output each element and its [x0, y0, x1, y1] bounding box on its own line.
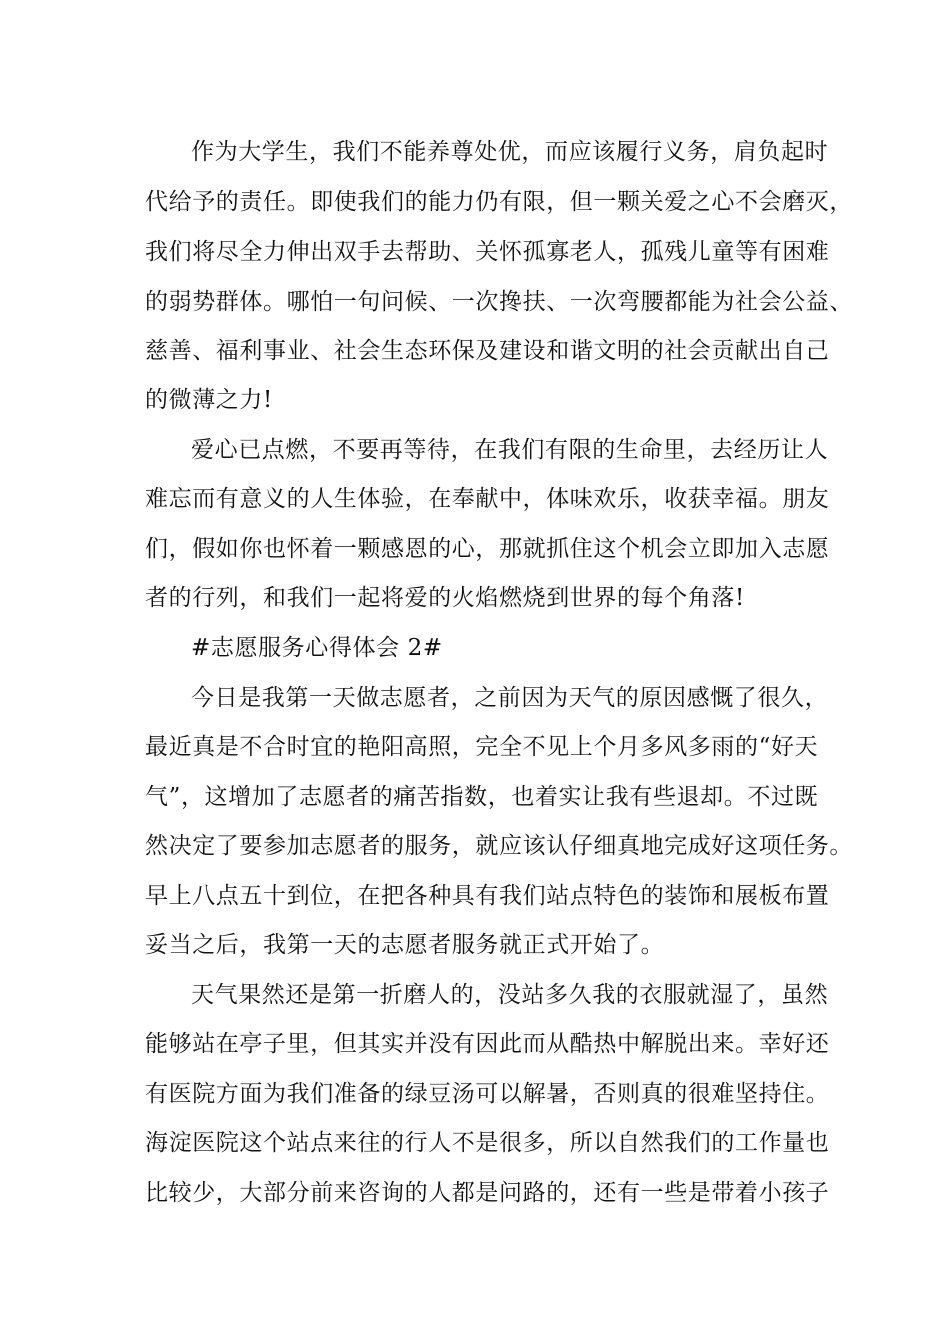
section-heading: #志愿服务心得体会 2#: [191, 635, 443, 661]
paragraph-4-line-5: 比较少，大部分前来咨询的人都是问路的，还有一些是带着小孩子: [145, 1180, 830, 1206]
paragraph-2-line-1: 爱心已点燃，不要再等待，在我们有限的生命里，去经历让人: [191, 437, 829, 463]
paragraph-4-line-3: 有医院方面为我们准备的绿豆汤可以解暑，否则真的很难坚持住。: [145, 1081, 830, 1107]
paragraph-3-line-2: 最近真是不合时宜的艳阳高照，完全不见上个月多风多雨的“好天: [145, 734, 819, 760]
paragraph-4-line-1: 天气果然还是第一折磨人的，没站多久我的衣服就湿了，虽然: [191, 982, 829, 1008]
paragraph-1-line-5: 慈善、福利事业、社会生态环保及建设和谐文明的社会贡献出自己: [145, 338, 830, 364]
paragraph-1-line-4: 的弱势群体。哪怕一句问候、一次搀扶、一次弯腰都能为社会公益、: [145, 289, 853, 315]
paragraph-3-line-1: 今日是我第一天做志愿者，之前因为天气的原因感慨了很久，: [191, 685, 829, 711]
paragraph-1-line-2: 代给予的责任。即使我们的能力仍有限，但一颗关爱之心不会磨灭，: [145, 189, 853, 215]
paragraph-4-line-2: 能够站在亭子里，但其实并没有因此而从酷热中解脱出来。幸好还: [145, 1031, 830, 1057]
paragraph-1-line-1: 作为大学生，我们不能养尊处优，而应该履行义务，肩负起时: [191, 139, 829, 165]
paragraph-1-line-3: 我们将尽全力伸出双手去帮助、关怀孤寡老人，孤残儿童等有困难: [145, 239, 830, 265]
paragraph-2-line-3: 们，假如你也怀着一颗感恩的心，那就抓住这个机会立即加入志愿: [145, 536, 830, 562]
paragraph-3-line-6: 妥当之后，我第一天的志愿者服务就正式开始了。: [145, 932, 665, 958]
paragraph-4-line-4: 海淀医院这个站点来往的行人不是很多，所以自然我们的工作量也: [145, 1130, 830, 1156]
paragraph-3-line-5: 早上八点五十到位，在把各种具有我们站点特色的装饰和展板布置: [145, 883, 830, 909]
paragraph-2-line-4: 者的行列，和我们一起将爱的火焰燃烧到世界的每个角落!: [145, 585, 745, 611]
paragraph-3-line-4: 然决定了要参加志愿者的服务，就应该认仔细真地完成好这项任务。: [145, 833, 853, 859]
paragraph-3-line-3: 气”，这增加了志愿者的痛苦指数，也着实让我有些退却。不过既: [145, 784, 819, 810]
paragraph-1-line-6: 的微薄之力!: [145, 387, 273, 413]
paragraph-2-line-2: 难忘而有意义的人生体验，在奉献中，体味欢乐，收获幸福。朋友: [145, 486, 830, 512]
